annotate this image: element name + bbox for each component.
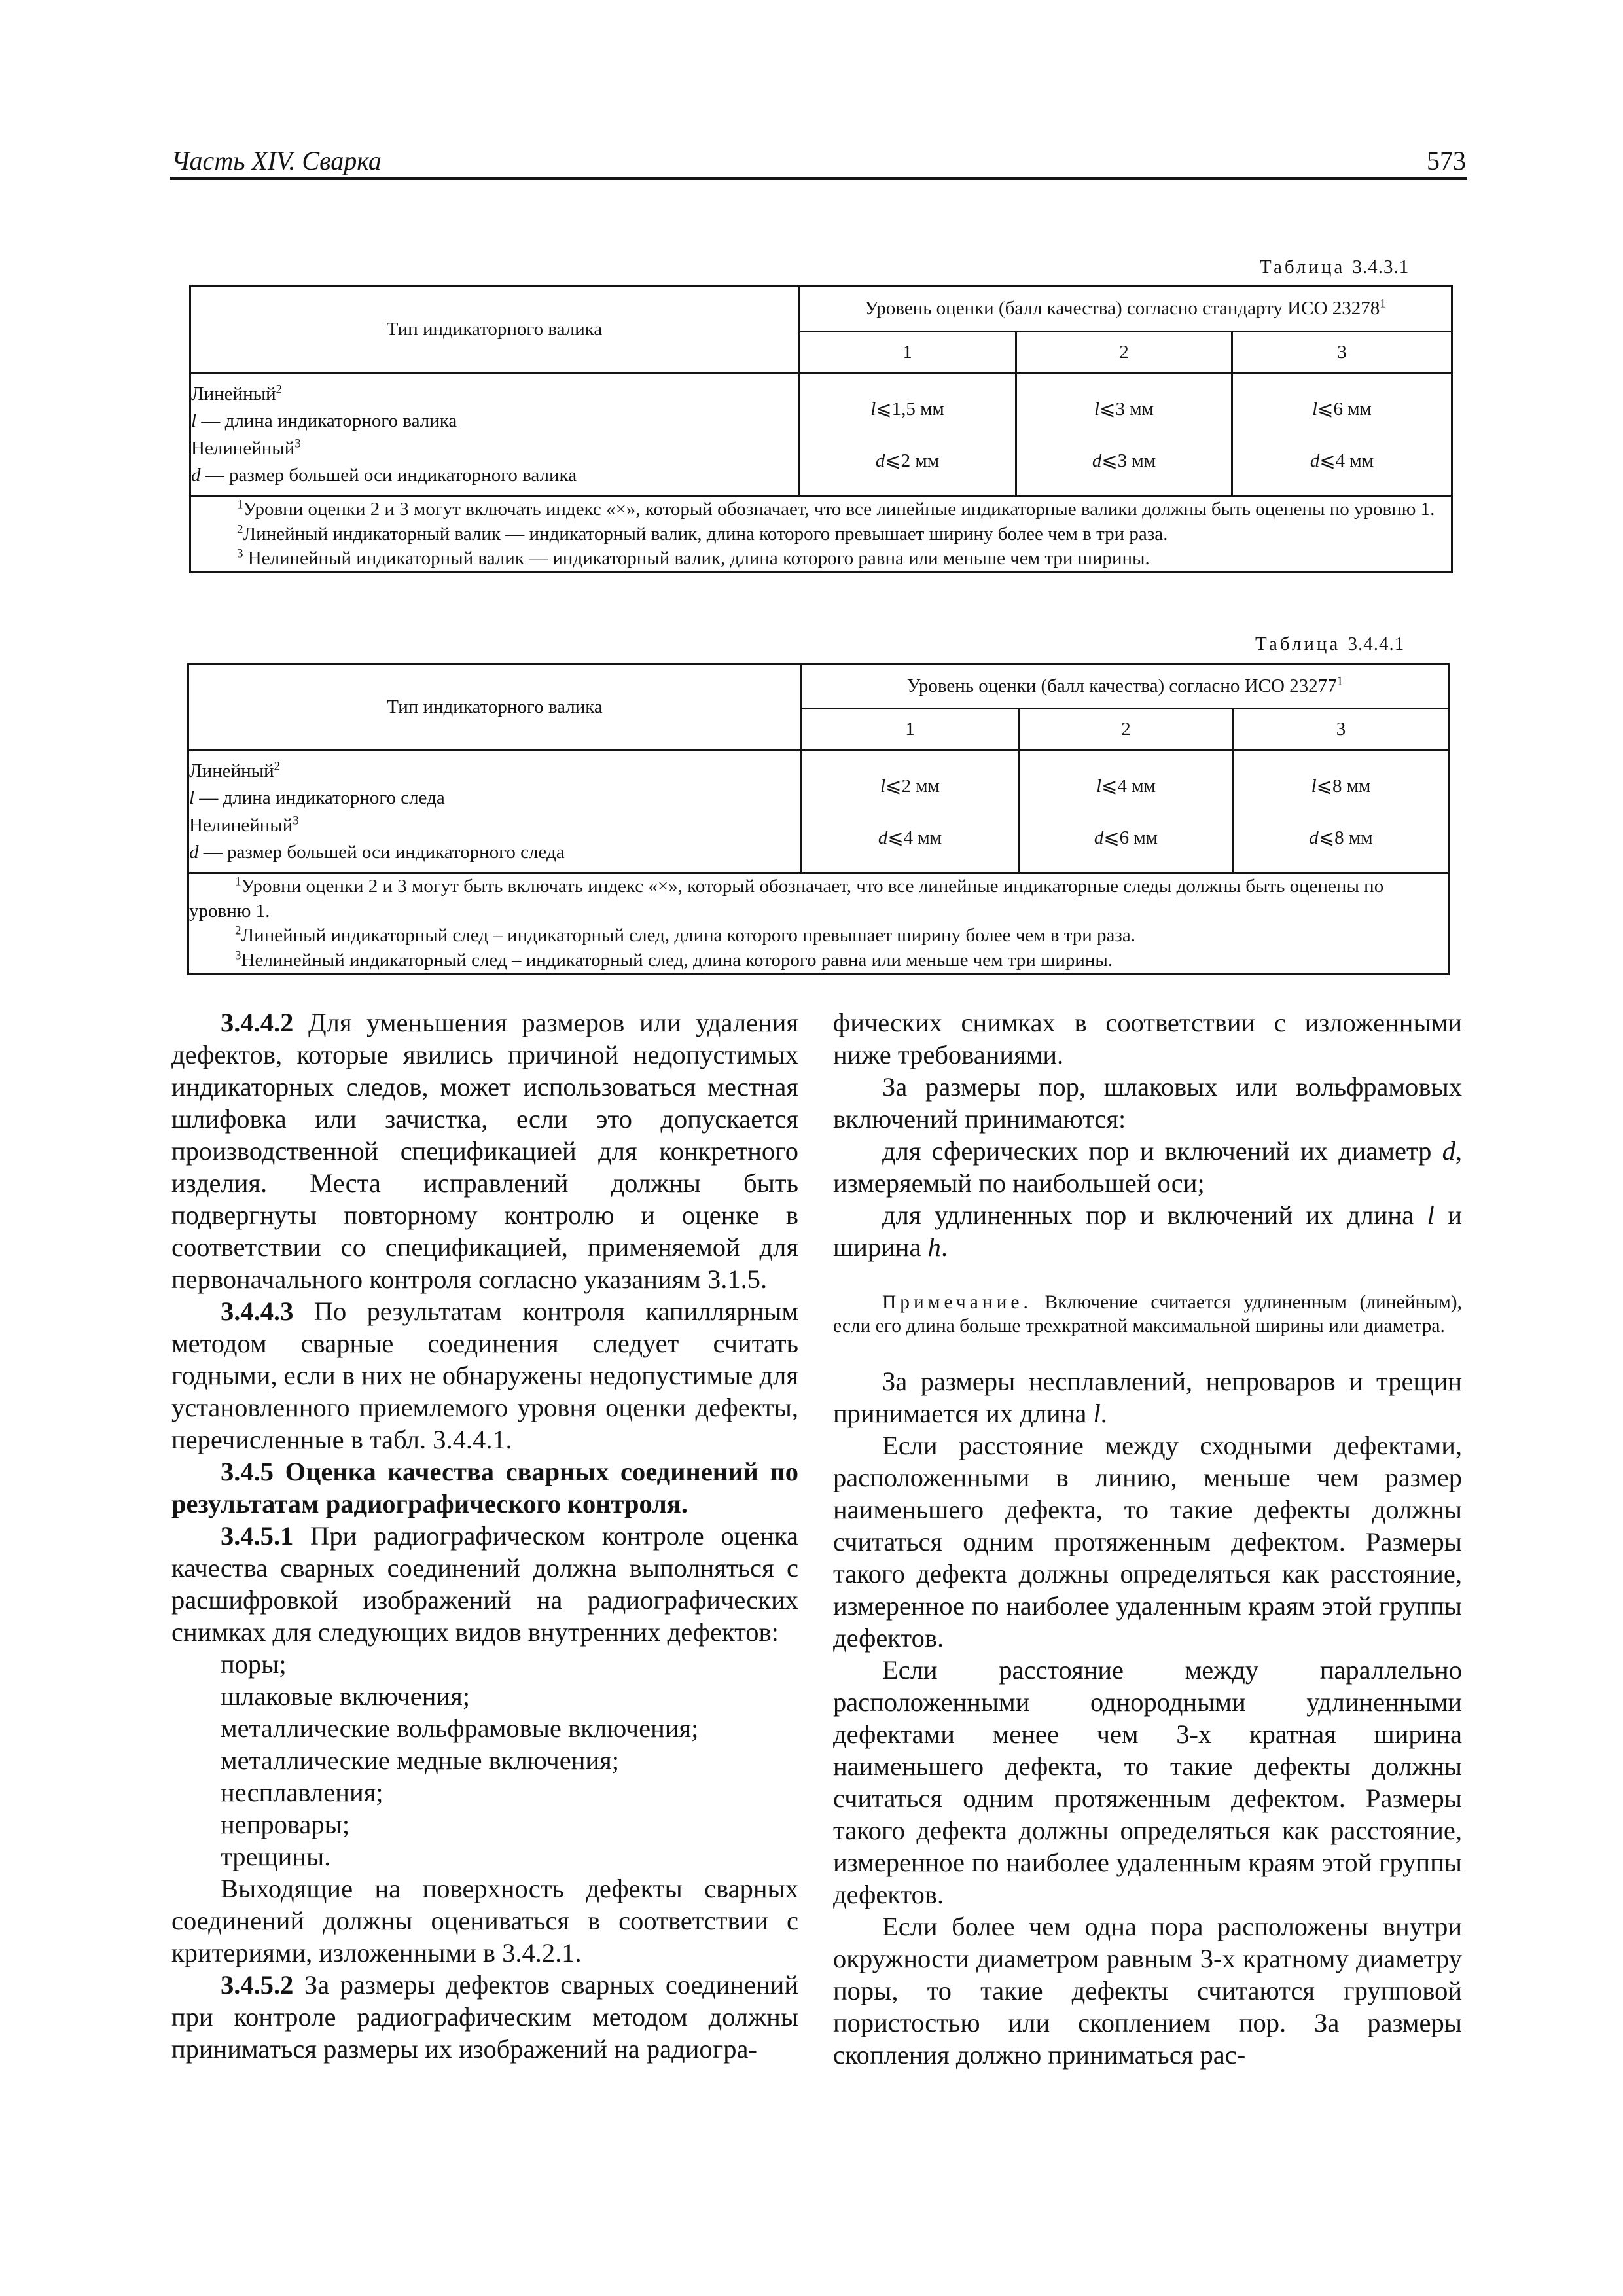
table1-row-linear (191, 381, 798, 408)
header-rule (170, 177, 1467, 180)
table1-note-3 (191, 547, 1451, 571)
table2-l-value-2: ⩽4 мм (1101, 776, 1156, 797)
table1-note-1-text: Уровни оценки 2 и 3 могут включать индекс «×», который обозначает, что все линейные индикаторные валики должны быть оценены по уровню 1. (243, 499, 1435, 520)
table2-d-value-1: ⩽4 мм (887, 827, 942, 848)
table1-level-2-values (1016, 374, 1232, 497)
para-3-4-4-3 (171, 1295, 798, 1456)
para-text: За размеры несплавлений, непроваров и трещин принимается их длина (833, 1367, 1462, 1428)
table1-d-value-2: ⩽3 мм (1101, 450, 1156, 471)
para-porosity-cluster: Если более чем одна пора расположены внутри окружности диаметром равным 3-х кратному диаметру поры, то такие дефекты считаются групповой пористостью или скоплением пор. За размеры скопления должно приниматься рас- (833, 1912, 1462, 2070)
para-lack-of-fusion (833, 1365, 1462, 1429)
table2-row-nonlinear-sup: 3 (293, 813, 299, 827)
table1-row-l-desc: — длина индикаторного валика (196, 410, 457, 432)
right-column (833, 1007, 1462, 2071)
para-elongated (833, 1199, 1462, 1263)
table2-l-value-1: ⩽2 мм (885, 776, 940, 797)
table2-type-cell (188, 751, 802, 874)
l-symbol: l (1094, 399, 1100, 420)
para-3-4-4-2 (171, 1007, 798, 1295)
table1-note-3-sup: 3 (237, 547, 243, 561)
d-symbol: d (878, 827, 888, 848)
table2-note-2 (189, 924, 1448, 948)
para-text: Для уменьшения размеров или удаления дефектов, которые явились причиной недопустимых индикаторных следов, может использоваться местная шлифовка или зачистка, если это допускается производственной спецификацией для конкретного изделия. Места исправлений должны быть подвергнуты повторному контролю и оценке в соответствии со спецификацией, применяемой для первоначального контроля согласно указаниям 3.1.5. (171, 1008, 798, 1294)
table2-note-1-text: Уровни оценки 2 и 3 могут быть включать индекс «×», который обозначает, что все линейные индикаторные следы должны быть оценены по уровню 1. (189, 876, 1384, 922)
table2-level-header (802, 664, 1449, 709)
note-paragraph (833, 1291, 1462, 1338)
table1-d-value-1: ⩽2 мм (885, 450, 940, 471)
defect-list-item: шлаковые включения; (221, 1681, 470, 1711)
table2-caption (1255, 634, 1404, 655)
table2-caption-number: 3.4.4.1 (1347, 634, 1405, 655)
left-column (171, 1007, 798, 2065)
table2-type-header (188, 664, 802, 751)
table1-d-value-3: ⩽4 мм (1319, 450, 1374, 471)
table2-row-linear (189, 758, 800, 785)
para-inline-defects: Если расстояние между сходными дефектами, расположенными в линию, меньше чем размер наименьшего дефекта, то такие дефекты должны считаться одним протяженным дефектом. Размеры такого дефекта должны определяться как расстояние, измеренное по наиболее удаленным краям этой группы дефектов. (833, 1431, 1462, 1653)
para-3-4-5-1 (171, 1520, 798, 1648)
table2-row-linear-text: Линейный (189, 761, 274, 782)
clause-number: 3.4.5.1 (221, 1521, 294, 1551)
table1-row-nonlinear-text: Нелинейный (191, 437, 295, 459)
h-symbol: h (927, 1232, 941, 1262)
para-text: для удлиненных пор и включений их длина (882, 1200, 1427, 1230)
d-symbol: d (875, 450, 885, 471)
table1-note-2-text: Линейный индикаторный валик — индикаторный валик, длина которого превышает ширину более чем в три раза. (243, 523, 1168, 545)
para-pore-sizes: За размеры пор, шлаковых или вольфрамовых включений принимаются: (833, 1072, 1462, 1134)
table1-l-value-2: ⩽3 мм (1099, 399, 1154, 420)
d-symbol: d (1094, 827, 1104, 848)
table1-row-nonlinear (191, 435, 798, 462)
table2-d-value-3: ⩽8 мм (1318, 827, 1373, 848)
para-spherical (833, 1135, 1462, 1199)
table2-row-d-desc: — размер большей оси индикаторного следа (198, 841, 565, 863)
table1-l-value-1: ⩽1,5 мм (876, 399, 944, 420)
table2-row-linear-sup: 2 (274, 759, 281, 774)
l-symbol: l (880, 776, 886, 797)
table1-row-d-symbol: d (191, 464, 201, 486)
para-text: При радиографическом контроле оценка качества сварных соединений должна выполняться с расшифровкой изображений на радиографических снимках для следующих видов внутренних дефектов: (171, 1521, 798, 1647)
table1-caption-number: 3.4.3.1 (1352, 257, 1410, 278)
defect-list-item: металлические вольфрамовые включения; (221, 1713, 699, 1743)
heading-3-4-5 (171, 1456, 798, 1520)
table2-level-3: 3 (1234, 709, 1449, 751)
table1-note-2 (191, 522, 1451, 547)
table2-row-l-desc: — длина индикаторного следа (194, 787, 445, 809)
table1 (189, 285, 1453, 573)
para-text: По результатам контроля капиллярным методом сварные соединения следует считать годными, если в них не обнаружены недопустимые для установленного приемлемого уровня оценки дефекты, перечисленные в табл. 3.4.4.1. (171, 1297, 798, 1454)
table1-level-header (799, 286, 1452, 332)
table2 (187, 663, 1450, 975)
table1-row-l-symbol: l (191, 410, 197, 432)
d-symbol: d (1092, 450, 1102, 471)
table1-type-cell (190, 374, 799, 497)
table1-level-1: 1 (799, 332, 1016, 374)
table2-note-3-text: Нелинейный индикаторный след – индикаторный след, длина которого равна или меньше чем три ширины. (241, 950, 1113, 971)
table2-note-2-sup: 2 (235, 924, 241, 938)
table1-level-header-sup: 1 (1380, 296, 1386, 311)
defect-list-item: металлические медные включения; (221, 1746, 619, 1775)
para-text: для сферических пор и включений их диаметр (882, 1136, 1442, 1166)
table2-row-nonlinear (189, 812, 800, 839)
page-number: 573 (1427, 146, 1466, 175)
para-continued: фических снимках в соответствии с изложенными ниже требованиями. (833, 1008, 1462, 1069)
table1-level-3: 3 (1232, 332, 1452, 374)
table1-row-linear-text: Линейный (191, 384, 276, 405)
table2-level-1-values (802, 751, 1019, 874)
table2-level-3-values (1234, 751, 1449, 874)
l-symbol: l (870, 399, 876, 420)
table1-row-d-desc: — размер большей оси индикаторного валика (200, 464, 577, 486)
table1-note-2-sup: 2 (237, 522, 243, 537)
para-text: . (1100, 1399, 1107, 1428)
table2-row-l-symbol: l (189, 787, 195, 809)
table2-notes (188, 874, 1449, 975)
table1-type-header-text: Тип индикаторного валика (386, 319, 603, 340)
clause-number: 3.4.5.2 (221, 1970, 294, 2000)
table1-notes (190, 497, 1452, 573)
table1-caption-word: Таблица (1260, 257, 1346, 278)
para-text: и ширина (833, 1200, 1462, 1262)
table2-level-header-text: Уровень оценки (балл качества) согласно ИСО 23277 (906, 675, 1337, 697)
clause-number: 3.4.4.2 (221, 1008, 294, 1037)
note-text: Включение считается удлиненным (линейным), если его длина больше трехкратной максимальной ширины или диаметра. (833, 1292, 1462, 1336)
table2-note-3-sup: 3 (235, 948, 241, 963)
defect-list-item: несплавления; (221, 1778, 383, 1807)
table1-note-3-text: Нелинейный индикаторный валик — индикаторный валик, длина которого равна или меньше чем три ширины. (243, 548, 1150, 569)
table2-l-value-3: ⩽8 мм (1316, 776, 1371, 797)
defect-list-item: трещины. (221, 1842, 331, 1871)
table2-note-1 (189, 874, 1448, 924)
table1-row-nonlinear-sup: 3 (294, 436, 301, 450)
table2-level-header-sup: 1 (1336, 674, 1344, 689)
table2-caption-word: Таблица (1255, 634, 1341, 655)
table1-row-l (191, 408, 798, 435)
l-symbol: l (1427, 1200, 1435, 1230)
table1-row-d (191, 462, 798, 489)
table2-level-2-values (1019, 751, 1234, 874)
table1-row-linear-sup: 2 (276, 382, 283, 397)
l-symbol: l (1093, 1399, 1101, 1428)
l-symbol: l (1311, 776, 1317, 797)
table2-row-l (189, 785, 800, 812)
note-label: Примечание. (882, 1292, 1032, 1313)
table2-note-2-text: Линейный индикаторный след – индикаторный след, длина которого превышает ширину более чем в три раза. (241, 925, 1135, 946)
table2-row-nonlinear-text: Нелинейный (189, 814, 293, 836)
table2-note-3 (189, 948, 1448, 973)
table2-level-2: 2 (1019, 709, 1234, 751)
running-header-section: Часть XIV. Сварка (171, 146, 382, 175)
defect-list-item: поры; (221, 1649, 287, 1679)
d-symbol: d (1310, 450, 1320, 471)
para-text: , измеряемый по наибольшей оси; (833, 1136, 1462, 1198)
table1-level-1-values (799, 374, 1016, 497)
table2-row-d (189, 839, 800, 866)
para-text: За размеры дефектов сварных соединений при контроле радиографическим методом должны приниматься размеры их изображений на радиогра- (171, 1970, 798, 2064)
para-3-4-5-2 (171, 1969, 798, 2065)
table2-type-header-text: Тип индикаторного валика (387, 696, 603, 718)
para-parallel-defects: Если расстояние между параллельно расположенными однородными удлиненными дефектами менее чем 3-х кратная ширина наименьшего дефекта, то такие дефекты должны считаться одним протяженным дефектом. Размеры такого дефекта должны определяться как расстояние, измеренное по наиболее удаленным краям этой группы дефектов. (833, 1655, 1462, 1909)
section-heading: 3.4.5 Оценка качества сварных соединений по результатам радиографического контроля. (171, 1457, 798, 1518)
defect-list-item: непровары; (221, 1810, 350, 1839)
table2-d-value-2: ⩽6 мм (1103, 827, 1158, 848)
table2-row-d-symbol: d (189, 841, 199, 863)
para-text: . (940, 1232, 948, 1262)
table2-note-1-sup: 1 (235, 874, 241, 889)
table1-level-3-values (1232, 374, 1452, 497)
table1-level-header-text: Уровень оценки (балл качества) согласно стандарту ИСО 23278 (865, 298, 1380, 319)
table1-l-value-3: ⩽6 мм (1317, 399, 1372, 420)
d-symbol: d (1442, 1136, 1455, 1166)
d-symbol: d (1309, 827, 1319, 848)
table1-type-header (190, 286, 799, 374)
table1-note-1-sup: 1 (237, 497, 243, 512)
table2-level-1: 1 (802, 709, 1019, 751)
table1-caption (1260, 257, 1409, 278)
para-surface-defects: Выходящие на поверхность дефекты сварных соединений должны оцениваться в соответствии с критериями, изложенными в 3.4.2.1. (171, 1874, 798, 1967)
note-block (833, 1291, 1462, 1338)
table1-note-1 (191, 497, 1451, 522)
l-symbol: l (1096, 776, 1102, 797)
clause-number: 3.4.4.3 (221, 1297, 294, 1326)
l-symbol: l (1312, 399, 1318, 420)
table1-level-2: 2 (1016, 332, 1232, 374)
